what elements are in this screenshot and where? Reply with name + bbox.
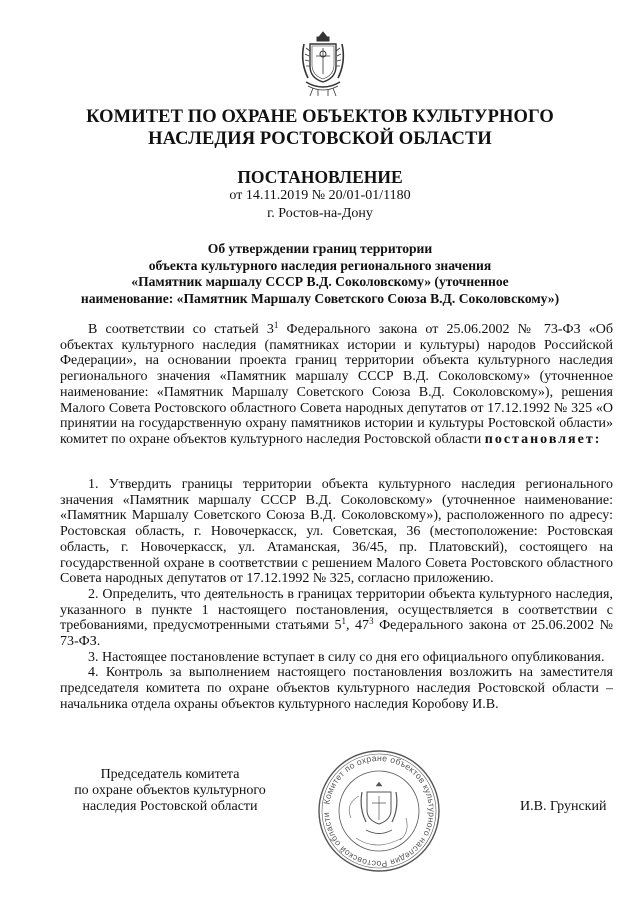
decree-item-4: 4. Контроль за выполнением настоящего постановления возложить на заместителя председателя комитета по охране объектов культурного наследия Ростовской области – начальника отдела охраны объектов культурного наследия Коробову И.В. (60, 665, 613, 712)
seal-text: Комитет по охране объектов культурного наследия Ростовской области (320, 752, 438, 870)
decree-item-3: 3. Настоящее постановление вступает в силу со дня его официального опубликования. (88, 649, 605, 665)
item2-superscript1: 1 (341, 616, 347, 627)
signatory-title (40, 767, 300, 815)
signatory-title-line2: по охране объектов культурного (74, 783, 266, 798)
organization-name-line2: НАСЛЕДИЯ РОСТОВСКОЙ ОБЛАСТИ (148, 129, 492, 149)
preamble-text-part1: В соответствии со статьей 3 (88, 322, 274, 337)
decree-word: постановляет: (484, 431, 602, 447)
preamble-superscript: 1 (273, 320, 279, 330)
subject-line1: Об утверждении границ территории (207, 241, 433, 256)
item2-text-part1: 2. Определить, что деятельность в границах территории объекта культурного наследия, указанного в пункте 1 настоящего постановления, осуществляется в соответствии с требованиями, предусмотренными статьями 5 (60, 586, 613, 634)
document-type: ПОСТАНОВЛЕНИЕ (237, 167, 403, 187)
official-seal (316, 748, 442, 874)
document-subject (40, 241, 600, 307)
decree-item-1: 1. Утвердить границы территории объекта культурного наследия регионального значения «Памятник маршалу СССР В.Д. Соколовскому» (уточненное наименование: «Памятник Маршалу Советского Союза В.Д. Соколовскому»), расположенного по адресу: Ростовская область, г. Новочеркасск, ул. Советская, 36 (местоположение: Ростовская область, г. Новочеркасск, ул. Атаманская, 36/45, пр. Платовский), состоящего на государственной охране в соответствии с решением Малого Совета Ростовского областного Совета народных депутатов от 17.12.1992 № 325, согласно приложению. (60, 477, 613, 587)
item2-text-part2: Федерального закона от 25.06.2002 № 73-ФЗ. (60, 618, 614, 650)
preamble-paragraph (60, 322, 613, 448)
signatory-title-line1: Председатель комитета (100, 767, 240, 782)
organization-name (60, 106, 580, 150)
signer-name: И.В. Грунский (520, 799, 607, 814)
decree-item-2 (60, 587, 613, 650)
decree-items (60, 477, 613, 713)
document-city: г. Ростов-на-Дону (267, 206, 373, 221)
subject-line4: наименование: «Памятник Маршалу Советского Союза В.Д. Соколовскому») (80, 290, 560, 306)
subject-line3: «Памятник маршалу СССР В.Д. Соколовскому» (уточненное (131, 274, 509, 289)
document-date-number: от 14.11.2019 № 20/01-01/1180 (229, 188, 411, 203)
preamble-text-part2: Федерального закона от 25.06.2002 № 73-ФЗ «Об объектах культурного наследия (памятниках истории и культуры) народов Российской Федерации», на основании проекта границ территории объекта культурного наследия регионального значения «Памятник маршалу СССР В.Д. Соколовскому» (уточненное наименование: «Памятник Маршалу Советского Союза В.Д. Соколовскому»), решения Малого Совета Ростовского областного Совета народных депутатов от 17.12.1992 № 325 «О принятии на государственную охрану памятников истории и культуры Ростовской области» комитет по охране объектов культурного наследия Ростовской области (60, 322, 613, 447)
subject-line2: объекта культурного наследия регионального значения (148, 257, 492, 273)
coat-of-arms-emblem (298, 30, 348, 98)
item2-text-mid: , 47 (346, 618, 370, 634)
organization-name-line1: КОМИТЕТ ПО ОХРАНЕ ОБЪЕКТОВ КУЛЬТУРНОГО (86, 107, 554, 127)
item2-superscript2: 3 (369, 616, 374, 627)
preamble (60, 322, 613, 448)
signatory-title-line3: наследия Ростовской области (82, 799, 258, 814)
document-meta (60, 187, 580, 223)
